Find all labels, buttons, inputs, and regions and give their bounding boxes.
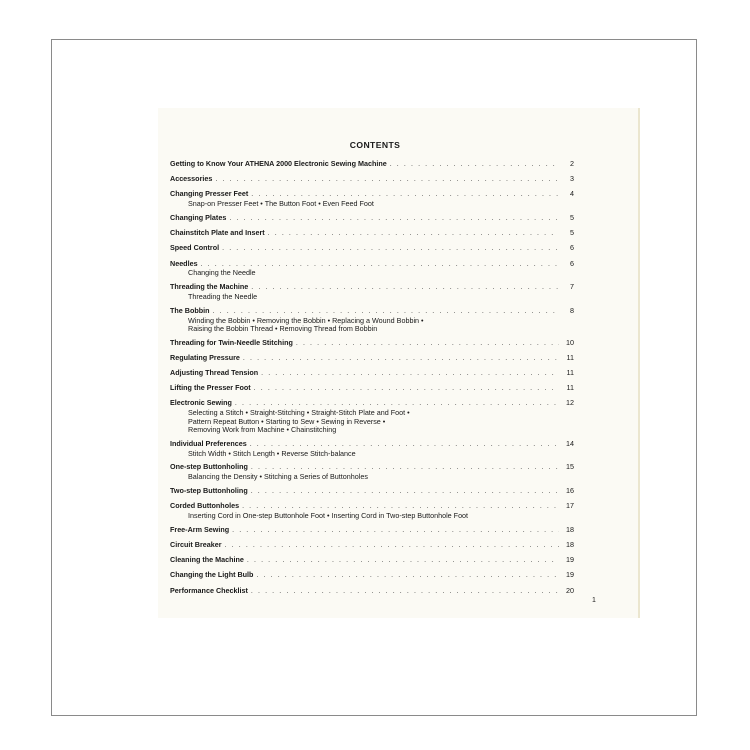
toc-subtopics: Selecting a Stitch • Straight-Stitching • Straight-Stitch Plate and Foot •	[188, 408, 410, 418]
toc-heading: Free-Arm Sewing	[170, 524, 230, 534]
dot-leader	[229, 214, 559, 224]
toc-page-number: 18	[566, 524, 574, 534]
dot-leader	[268, 229, 559, 239]
toc-page-number: 20	[566, 585, 574, 595]
toc-page-number: 16	[566, 486, 574, 496]
dot-leader	[390, 160, 559, 170]
toc-entry-row	[170, 338, 574, 349]
toc-entry	[170, 383, 574, 394]
toc-entry	[170, 398, 574, 434]
toc-heading: Cleaning the Machine	[170, 555, 244, 565]
toc-entry	[170, 159, 574, 170]
dot-leader	[251, 587, 559, 597]
toc-page-number: 5	[570, 228, 574, 238]
toc-entry	[170, 439, 574, 458]
toc-heading: Regulating Pressure	[170, 352, 240, 362]
toc-page-number: 2	[570, 159, 574, 168]
toc-entry-row	[170, 174, 574, 185]
toc-heading: Two-step Buttonholing	[170, 486, 248, 496]
dot-leader	[225, 541, 559, 551]
dot-leader	[256, 571, 559, 581]
toc-heading: Corded Buttonholes	[170, 501, 240, 511]
dot-leader	[232, 526, 559, 536]
toc-heading: Electronic Sewing	[170, 398, 232, 408]
toc-entry-row	[170, 540, 574, 551]
toc-entry	[170, 368, 574, 379]
dot-leader	[251, 487, 559, 497]
toc-heading: Threading the Machine	[170, 282, 249, 292]
toc-entry-row	[170, 586, 574, 597]
toc-entry-row	[170, 159, 574, 170]
toc-entry	[170, 540, 574, 551]
toc-entry	[170, 213, 574, 224]
toc-entry-row	[170, 383, 574, 394]
toc-heading: Speed Control	[170, 243, 220, 253]
toc-entry-row	[170, 486, 574, 497]
toc-entry	[170, 555, 574, 566]
toc-entry-row	[170, 570, 574, 581]
toc-page-number: 11	[566, 352, 574, 362]
toc-heading: Getting to Know Your ATHENA 2000 Electronic Sewing Machine	[170, 159, 387, 168]
toc-page-number: 4	[570, 189, 574, 199]
toc-entry	[170, 462, 574, 481]
toc-heading: Needles	[170, 258, 198, 268]
toc-entry	[170, 243, 574, 254]
toc-page-number: 6	[570, 258, 574, 268]
toc-heading: The Bobbin	[170, 305, 210, 315]
toc-heading: Performance Checklist	[170, 585, 248, 595]
toc-entry-row	[170, 213, 574, 224]
toc-page-number: 18	[566, 540, 574, 550]
toc-heading: Lifting the Presser Foot	[170, 383, 251, 393]
dot-leader	[247, 556, 559, 566]
toc-subtopics: Stitch Width • Stitch Length • Reverse Stitch-balance	[188, 448, 356, 458]
toc-entry-row	[170, 525, 574, 536]
toc-subtopics: Changing the Needle	[188, 268, 256, 278]
toc-page-number: 6	[570, 243, 574, 253]
toc-heading: Changing the Light Bulb	[170, 570, 254, 580]
toc-entry-row	[170, 555, 574, 566]
toc-entry	[170, 586, 574, 597]
toc-page-number: 12	[566, 398, 574, 408]
toc-entry	[170, 306, 574, 334]
dot-leader	[261, 369, 559, 379]
toc-page-number: 19	[566, 570, 574, 580]
toc-page-number: 3	[570, 174, 574, 184]
toc-heading: Circuit Breaker	[170, 540, 222, 550]
toc-page-number: 5	[570, 212, 574, 222]
toc-entry-row	[170, 353, 574, 364]
toc-entry	[170, 259, 574, 278]
dot-leader	[296, 339, 559, 349]
toc-subtopics: Removing Work from Machine • Chainstitching	[188, 425, 337, 435]
toc-entry	[170, 282, 574, 301]
toc-entry	[170, 338, 574, 349]
dot-leader	[251, 283, 559, 293]
toc-entry	[170, 525, 574, 536]
toc-entry	[170, 570, 574, 581]
dot-leader	[222, 244, 559, 254]
dot-leader	[243, 354, 559, 364]
toc-entry-row	[170, 228, 574, 239]
toc-entry	[170, 174, 574, 185]
toc-subtopics: Raising the Bobbin Thread • Removing Thread from Bobbin	[188, 323, 378, 333]
toc-entry-row	[170, 306, 574, 317]
toc-page-number: 7	[570, 282, 574, 292]
toc-page-number: 17	[566, 501, 574, 511]
toc-entry	[170, 501, 574, 520]
toc-page-number: 10	[566, 337, 574, 347]
toc-page-number: 19	[566, 555, 574, 565]
toc-entry	[170, 353, 574, 364]
toc-page-number: 11	[566, 383, 574, 393]
toc-heading: Changing Plates	[170, 212, 227, 222]
toc-heading: Changing Presser Feet	[170, 189, 249, 199]
toc-subtopics: Threading the Needle	[188, 291, 258, 301]
toc-page-number: 8	[570, 305, 574, 315]
toc-heading: Threading for Twin-Needle Stitching	[170, 337, 293, 347]
toc-heading: Adjusting Thread Tension	[170, 368, 259, 378]
toc-subtopics: Pattern Repeat Button • Starting to Sew • Sewing in Reverse •	[188, 416, 386, 426]
toc-entry-row	[170, 368, 574, 379]
toc-heading: Accessories	[170, 174, 213, 184]
toc-entry-row	[170, 243, 574, 254]
toc-heading: Individual Preferences	[170, 438, 247, 448]
toc-heading: One-step Buttonholing	[170, 462, 248, 472]
toc-page-number: 11	[566, 368, 574, 378]
toc-entry	[170, 189, 574, 208]
page-title: CONTENTS	[349, 140, 401, 150]
toc-entry	[170, 228, 574, 239]
dot-leader	[215, 175, 559, 185]
toc-entry	[170, 486, 574, 497]
toc-page-number: 15	[566, 462, 574, 472]
toc-page-number: 14	[566, 438, 574, 448]
toc-heading: Chainstitch Plate and Insert	[170, 228, 265, 238]
toc-subtopics: Snap-on Presser Feet • The Button Foot • Even Feed Foot	[188, 199, 374, 209]
toc-subtopics: Balancing the Density • Stitching a Series of Buttonholes	[188, 472, 368, 482]
toc-subtopics: Inserting Cord in One-step Buttonhole Foot • Inserting Cord in Two-step Buttonhole Foot	[188, 511, 469, 521]
table-of-contents	[170, 159, 574, 596]
toc-subtopics: Winding the Bobbin • Removing the Bobbin • Replacing a Wound Bobbin •	[188, 315, 424, 325]
dot-leader	[254, 384, 559, 394]
page-number: 1	[592, 597, 596, 604]
